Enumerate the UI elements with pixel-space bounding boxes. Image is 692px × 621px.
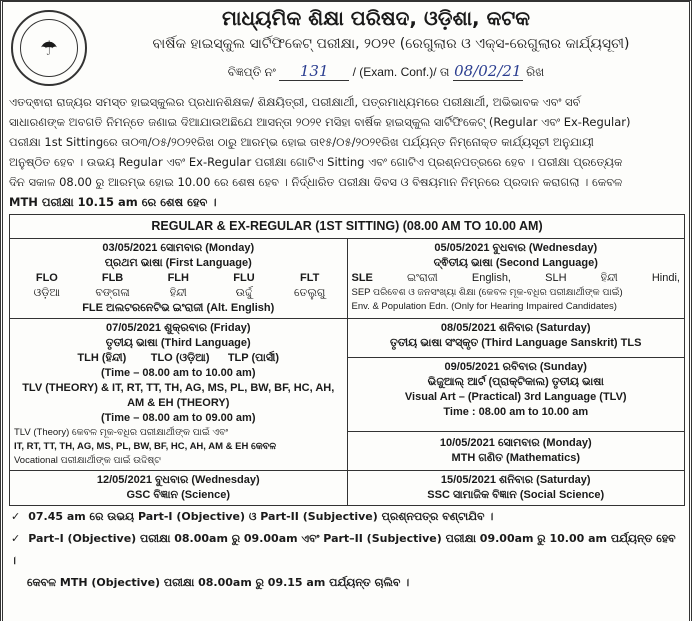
- cell-08-05: [347, 319, 685, 358]
- lang: English,: [471, 272, 511, 284]
- cell-03-05: [10, 239, 348, 319]
- code: FLT: [299, 272, 320, 284]
- schedule-table: [9, 214, 685, 506]
- lang: ହିନ୍ଦୀ: [169, 287, 187, 299]
- intro-line: ପରୀକ୍ଷା 1st Sittingରେ ତା୦୩/୦୫/୨୦୨୧ରିଖ ଠାରୁ ଆରମ୍ଭ ହୋଇ ତା୧୫/୦୫/୨୦୨୧ରିଖ ପର୍ଯ୍ୟନ୍ତ ନିମ୍ନୋକ୍ତ କାର୍ଯ୍ୟସୂଚୀ ଅନୁଯାୟୀ: [9, 135, 594, 149]
- exam-subject: MTH ଗଣିତ (Mathematics): [451, 451, 580, 464]
- page-subtitle: ବାର୍ଷିକ ହାଇସ୍କୁଲ ସାର୍ଟିଫିକେଟ୍ ପରୀକ୍ଷା, ୨୦୨୧ (ରେଗୁଲାର ଓ ଏକ୍ସ-ରେଗୁଲାର କାର୍ଯ୍ୟସୂଚୀ): [152, 36, 630, 52]
- exam-date: 12/05/2021 ବୁଧବାର (Wednesday): [96, 474, 260, 486]
- intro-line: ଏତଦ୍ଵାରା ରାଜ୍ୟର ସମସ୍ତ ହାଇସ୍କୁଲର ପ୍ରଧାନଶିକ୍ଷକ/ ଶିକ୍ଷୟିତ୍ରୀ, ପରୀକ୍ଷାର୍ଥୀ, ପତ୍ରମାଧ୍ୟମରେ ପରୀକ୍ଷାର୍ଥୀ, ଅଭିଭାବକ ଏବଂ ସର୍ବ: [9, 95, 581, 109]
- notice-number: 131: [279, 62, 349, 81]
- note-item: [11, 506, 681, 528]
- cell-10-05: [347, 431, 685, 470]
- table-row: [10, 319, 685, 358]
- lang: ତେଲୁଗୁ: [293, 287, 326, 299]
- notice-line: [3, 62, 689, 81]
- date-suffix: ରିଖ: [526, 65, 545, 79]
- exam-time: (Time – 08.00 am to 10.00 am): [101, 367, 256, 379]
- env-note: Env. & Population Edn. (Only for Hearing Impaired Candidates): [351, 301, 617, 312]
- table-row: [10, 471, 685, 506]
- vocational-subjects: TLV (THEORY) & IT, RT, TT, TH, AG, MS, PL, BW, BF, HC, AH, AM & EH (THEORY): [22, 382, 335, 409]
- code: FLU: [233, 272, 255, 284]
- intro-line: ଦିନ ସକାଳ 08.00 ରୁ ଆରମ୍ଭ ହୋଇ 10.00 ରେ ଶେଷ ହେବ । ନିର୍ଦ୍ଧାରିତ ପରୀକ୍ଷା ଦିବସ ଓ ବିଷୟମାନ ନିମ୍ନରେ ପ୍ରଦାନ କରାଗଲା । କେବଳ: [9, 175, 623, 189]
- language-codes: [14, 271, 343, 286]
- document-header: [3, 2, 689, 94]
- exam-subject: ତୃତୀୟ ଭାଷା (Third Language): [105, 337, 251, 349]
- third-language-codes: TLH (ହିନ୍ଦୀ) TLO (ଓଡ଼ିଆ) TLP (ପାର୍ସୀ): [77, 352, 280, 364]
- notice-label: ବିଜ୍ଞପ୍ତି ନଂ: [227, 65, 276, 79]
- exam-conf-label: / (Exam. Conf.)/ ତା: [352, 65, 450, 79]
- exam-date: 10/05/2021 ସୋମବାର (Monday): [439, 436, 592, 449]
- note-item: [11, 572, 681, 594]
- code: FLH: [167, 272, 189, 284]
- note: Vocational ପରୀକ୍ଷାର୍ଥୀଙ୍କ ପାଇଁ ଉଦ୍ଦିଷ୍ଟ: [14, 455, 161, 466]
- exam-subject: GSC ବିଜ୍ଞାନ (Science): [126, 489, 230, 501]
- code: FLO: [35, 272, 58, 284]
- exam-subject-english: Visual Art – (Practical) 3rd Language (TLV): [404, 391, 627, 404]
- note-text: Part–I (Objective) ପରୀକ୍ଷା 08.00am ରୁ 09.00am ଏବଂ Part–II (Subjective) ପରୀକ୍ଷା 09.00am ରୁ 10.00 am ପର୍ଯ୍ୟନ୍ତ ହେବ ।: [11, 532, 676, 567]
- intro-line: MTH ପରୀକ୍ଷା 10.15 am ରେ ଶେଷ ହେବ ।: [9, 195, 217, 209]
- exam-date: 08/05/2021 ଶନିବାର (Saturday): [440, 322, 591, 334]
- note: TLV (Theory) କେବଳ ମୂକ-ବଧିର ପରୀକ୍ଷାର୍ଥୀଙ୍କ ପାଇଁ ଏବଂ: [14, 427, 229, 438]
- page-title: ମାଧ୍ୟମିକ ଶିକ୍ଷା ପରିଷଦ, ଓଡ଼ିଶା, କଟକ: [221, 6, 531, 30]
- language-names: [14, 286, 343, 301]
- check-icon: ✓: [11, 510, 21, 523]
- exam-date: 15/05/2021 ଶନିବାର (Saturday): [440, 474, 591, 486]
- exam-subject: ତୃତୀୟ ଭାଷା ସଂସ୍କୃତ (Third Language Sanskrit) TLS: [390, 337, 642, 349]
- intro-line: ସାଧାରଣଙ୍କ ଅବଗତି ନିମନ୍ତେ ଜଣାଇ ଦିଆଯାଉଅଛିଯେ ଆସନ୍ତା ୨୦୨୧ ମସିହା ବାର୍ଷିକ ହାଇସ୍କୁଲ ସାର୍ଟିଫିକେଟ୍ (Regular ଏବଂ Ex-Regular): [9, 115, 631, 129]
- lang: ଉର୍ଦ୍ଦୁ: [235, 287, 253, 299]
- exam-date: 09/05/2021 ରବିବାର (Sunday): [444, 361, 587, 374]
- lang: ଇଂରାଜୀ: [407, 272, 438, 284]
- intro-line: ଅନୁଷ୍ଠିତ ହେବ । ଉଭୟ Regular ଏବଂ Ex-Regular ପରୀକ୍ଷା ଗୋଟିଏ Sitting ଏବଂ ଗୋଟିଏ ପ୍ରଶ୍ନପତ୍ରରେ ହେବ । ପରୀକ୍ଷା ପ୍ରତ୍ୟେକ: [9, 155, 623, 169]
- lang: ବଙ୍ଗଳା: [95, 287, 130, 299]
- code: SLH: [545, 272, 567, 284]
- note-text: 07.45 am ରେ ଉଭୟ Part-I (Objective) ଓ Part-II (Subjective) ପ୍ରଶ୍ନପତ୍ର ବଣ୍ଟାଯିବ ।: [28, 510, 494, 523]
- cell-12-05: [10, 471, 348, 506]
- code: FLB: [101, 272, 124, 284]
- table-heading: REGULAR & EX-REGULAR (1ST SITTING) (08.00 AM TO 10.00 AM): [10, 215, 685, 239]
- alt-english: FLE ଅଲଟରନେଟିଭ ଇଂରାଜୀ (Alt. English): [82, 302, 275, 314]
- exam-subject: SSC ସାମାଜିକ ବିଜ୍ଞାନ (Social Science): [427, 489, 605, 501]
- exam-time: (Time – 08.00 am to 09.00 am): [101, 412, 256, 424]
- cell-05-05: [347, 239, 685, 319]
- sep-note: SEP ପରିବେଶ ଓ ଜନସଂଖ୍ୟା ଶିକ୍ଷା (କେବଳ ମୂକ-ବଧିର ପରୀକ୍ଷାର୍ଥୀଙ୍କ ପାଇଁ): [351, 287, 623, 298]
- check-icon: ✓: [11, 532, 21, 545]
- table-row: [10, 239, 685, 319]
- note: IT, RT, TT, TH, AG, MS, PL, BW, BF, HC, AH, AM & EH କେବଳ: [14, 441, 277, 452]
- exam-date: 07/05/2021 ଶୁକ୍ରବାର (Friday): [105, 322, 251, 334]
- board-seal-icon: ☂: [11, 10, 87, 86]
- lang: Hindi,: [651, 272, 680, 284]
- note-text: କେବଳ MTH (Objective) ପରୀକ୍ଷା 08.00am ରୁ 09.15 am ପର୍ଯ୍ୟନ୍ତ ଚାଲିବ ।: [27, 576, 410, 589]
- notice-date: 08/02/21: [454, 62, 522, 80]
- note-item: [11, 528, 681, 572]
- cell-07-05: [10, 319, 348, 471]
- lang: ଓଡ଼ିଆ: [33, 287, 61, 299]
- second-language-options: [352, 271, 681, 286]
- intro-paragraph: [3, 92, 689, 212]
- code: SLE: [351, 272, 373, 284]
- cell-09-05: [347, 358, 685, 431]
- exam-subject: ଭିଜୁଆଲ୍ ଆର୍ଟ (ପ୍ରାକ୍ଟିକାଲ) ତୃତୀୟ ଭାଷା: [427, 376, 604, 389]
- exam-subject: ଦ୍ଵିତୀୟ ଭାଷା (Second Language): [433, 257, 598, 269]
- cell-15-05: [347, 471, 685, 506]
- lang: ହିନ୍ଦୀ: [600, 272, 618, 284]
- exam-date: 03/05/2021 ସୋମବାର (Monday): [102, 242, 255, 254]
- exam-date: 05/05/2021 ବୁଧବାର (Wednesday): [434, 242, 598, 254]
- exam-subject: ପ୍ରଥମ ଭାଷା (First Language): [104, 257, 252, 269]
- exam-time: Time : 08.00 am to 10.00 am: [443, 406, 589, 419]
- notes-list: [3, 506, 689, 594]
